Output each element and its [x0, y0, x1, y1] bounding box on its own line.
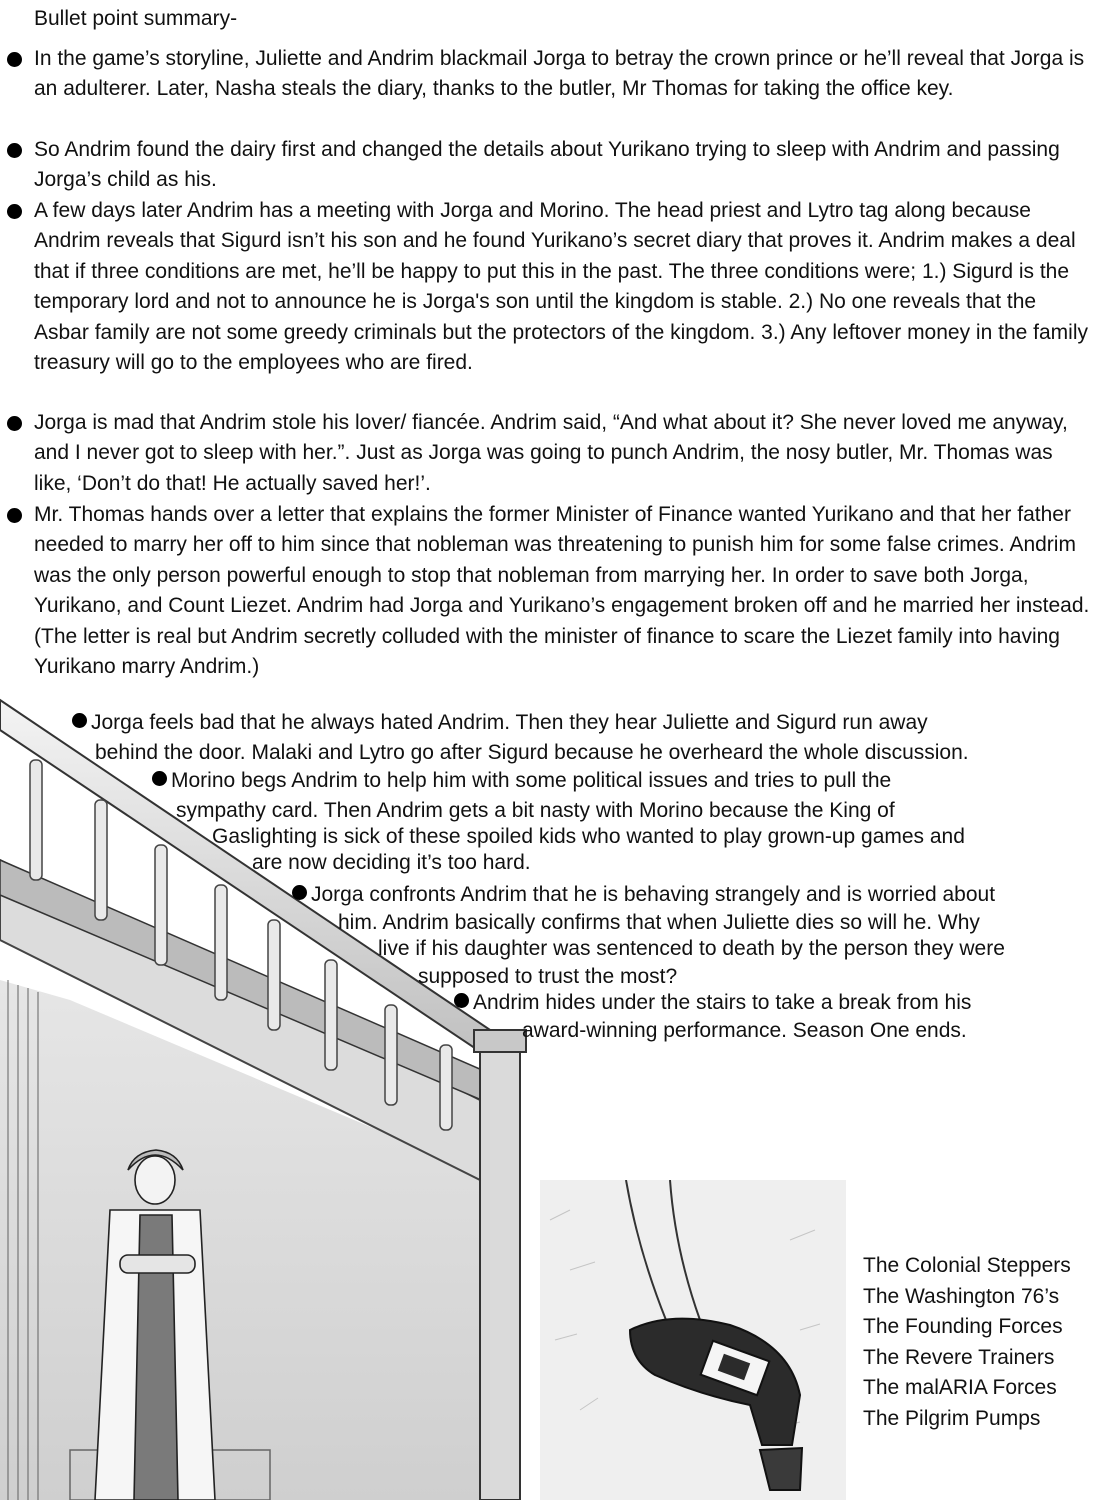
bullet-dot-icon — [292, 885, 307, 900]
bullet-text-line: award-winning performance. Season One ends. — [522, 1019, 967, 1042]
shoe-illustration-panel — [540, 1180, 846, 1500]
bullet-text: Jorga is mad that Andrim stole his lover/ fiancée. Andrim said, “And what about it? She never loved me anyway, and I never got to sleep with her.”. Just as Jorga was going to punch Andrim, the nosy butler, Mr. Thomas was like, ‘Don’t do that! He actually saved her!’. — [34, 411, 1068, 495]
team-names-list — [863, 1251, 1071, 1434]
bullet-dot-icon — [7, 508, 22, 523]
bullet-text-line: are now deciding it’s too hard. — [252, 851, 531, 874]
bullet-4 — [34, 408, 1090, 499]
bullet-text-line: supposed to trust the most? — [418, 965, 678, 988]
bullet-text-line: live if his daughter was sentenced to death by the person they were — [378, 937, 1005, 960]
team-name: The Founding Forces — [863, 1315, 1063, 1338]
bullet-1 — [34, 44, 1090, 105]
bullet-text: Mr. Thomas hands over a letter that explains the former Minister of Finance wanted Yurikano and that her father needed to marry her off to him since that nobleman was threatening to punish him for some false crimes. Andrim was the only person powerful enough to stop that nobleman from marrying her. In order to save both Jorga, Yurikano, and Count Liezet. Andrim had Jorga and Yurikano’s engagement broken off and he married her instead. (The letter is real but Andrim secretly colluded with the minister of finance to scare the Liezet family into having Yurikano marry Andrim.) — [34, 503, 1090, 679]
bullet-dot-icon — [7, 416, 22, 431]
bullet-text-line: Andrim hides under the stairs to take a break from his — [473, 991, 972, 1014]
team-name: The Revere Trainers — [863, 1345, 1055, 1369]
team-name: The Washington 76’s — [863, 1284, 1060, 1308]
bullet-text-line: Jorga feels bad that he always hated Andrim. Then they hear Juliette and Sigurd run away — [91, 711, 928, 734]
bullet-text: A few days later Andrim has a meeting with Jorga and Morino. The head priest and Lytro tag along because Andrim reveals that Sigurd isn’t his son and he found Yurikano’s secret diary that proves it. Andrim makes a deal that if three conditions are met, he’ll be happy to put this in the past. The three conditions were; 1.) Sigurd is the temporary lord and not to announce he is Jorga's son until the kingdom is stable. 2.) No one reveals that the Asbar family are not some greedy criminals but the protectors of the kingdom. 3.) Any leftover money in the family treasury will go to the employees who are fired. — [34, 199, 1088, 375]
bullet-text-line: sympathy card. Then Andrim gets a bit nasty with Morino because the King of — [176, 799, 895, 822]
bullet-5 — [34, 500, 1090, 682]
team-name: The Pilgrim Pumps — [863, 1406, 1041, 1430]
team-name: The malARIA Forces — [863, 1376, 1057, 1399]
bullet-text-line: Jorga confronts Andrim that he is behaving strangely and is worried about — [311, 883, 996, 906]
page-title: Bullet point summary- — [34, 7, 238, 30]
bullet-text: So Andrim found the dairy first and changed the details about Yurikano trying to sleep with Andrim and passing Jorga’s child as his. — [34, 138, 1060, 192]
bullet-dot-icon — [454, 993, 469, 1008]
bullet-text-line: behind the door. Malaki and Lytro go after Sigurd because he overheard the whole discussion. — [95, 741, 969, 764]
bullet-dot-icon — [7, 52, 22, 67]
bullet-dot-icon — [7, 204, 22, 219]
shoe-illustration — [540, 1180, 846, 1500]
bullet-text: In the game’s storyline, Juliette and Andrim blackmail Jorga to betray the crown prince or he’ll reveal that Jorga is an adulterer. Later, Nasha steals the diary, thanks to the butler, Mr Thomas for taking the office key. — [34, 47, 1085, 101]
bullet-text-line: Gaslighting is sick of these spoiled kids who wanted to play grown-up games and — [212, 825, 965, 848]
bullet-dot-icon — [72, 713, 87, 728]
bullet-dot-icon — [7, 143, 22, 158]
bullet-2 — [34, 135, 1090, 196]
team-name: The Colonial Steppers — [863, 1254, 1071, 1277]
bullet-dot-icon — [152, 771, 167, 786]
bullet-3 — [34, 196, 1090, 378]
bullet-text-line: him. Andrim basically confirms that when Juliette dies so will he. Why — [338, 911, 980, 934]
bullet-text-line: Morino begs Andrim to help him with some political issues and tries to pull the — [171, 769, 892, 792]
